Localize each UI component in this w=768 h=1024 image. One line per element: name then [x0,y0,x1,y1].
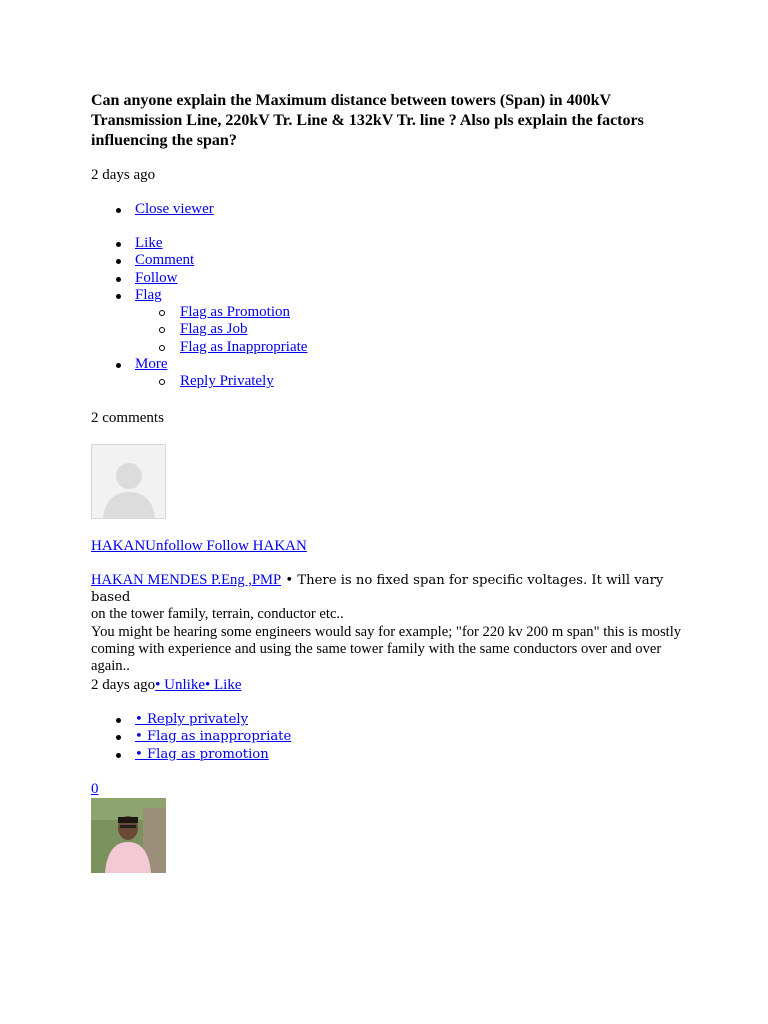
comments-count: 2 comments [91,410,164,426]
flag-submenu-item [135,321,691,338]
comment-link[interactable]: Comment [135,252,195,269]
flag-submenu [135,304,691,356]
like-count-link[interactable]: 0 [91,781,99,797]
like-count-line [91,780,99,798]
comment-menu [91,711,691,763]
like-link[interactable]: Like [135,235,163,251]
follow-link[interactable]: Follow [135,269,178,286]
comment-body [91,572,691,675]
flag-inappropriate-link[interactable]: Flag as Inappropriate [180,338,308,355]
comment-meta [91,676,241,694]
avatar[interactable] [91,798,166,873]
user-photo-icon [91,798,166,873]
flag-job-link[interactable]: Flag as Job [180,321,248,338]
flag-inappropriate-comment-link[interactable]: • Flag as inappropriate [135,729,292,745]
more-link[interactable]: More [135,356,168,373]
action-item-flag [91,287,691,356]
comment-timestamp: 2 days ago [91,677,156,693]
more-submenu-item [135,373,691,390]
more-submenu [135,373,691,390]
comment-author-link[interactable]: HAKAN MENDES P.Eng ,PMP [91,572,282,588]
action-item-like [91,235,691,252]
question-title: Can anyone explain the Maximum distance between towers (Span) in 400kV Transmission Line, 220kV Tr. Line & 132kV Tr. line ? Also pls explain the factors influencing the span? [91,92,644,149]
author-follow-line [91,537,307,555]
comment-text: on the tower family, terrain, conductor etc.. [91,606,344,623]
flag-link[interactable]: Flag [135,286,162,303]
question-timestamp: 2 days ago [91,167,156,183]
flag-submenu-item [135,304,691,321]
flag-submenu-item [135,339,691,356]
reply-privately-link[interactable]: Reply Privately [180,373,274,390]
comment-menu-item [91,746,691,763]
follow-author-link[interactable]: HAKANUnfollow Follow HAKAN [91,538,307,554]
flag-promotion-link[interactable]: Flag as Promotion [180,304,291,321]
close-viewer-link[interactable]: Close viewer [135,201,214,217]
action-item-follow [91,270,691,287]
reply-privately-comment-link[interactable]: • Reply privately [135,712,249,727]
unlike-like-link[interactable]: • Unlike• Like [155,677,242,693]
viewer-control-item [91,201,691,218]
comment-menu-item [91,711,691,728]
action-item-more [91,356,691,391]
default-avatar-icon [92,445,165,518]
comment-text: • There is no fixed span for specific voltages. It will vary based [91,573,664,606]
comment-text: You might be hearing some engineers would say for example; "for 220 kv 200 m span" this is mostly coming with experience and using the same tower family with the same conductors over and over again.. [91,623,682,675]
action-menu [91,235,691,391]
avatar[interactable] [91,444,166,519]
flag-promotion-comment-link[interactable]: • Flag as promotion [135,746,269,762]
viewer-controls [91,201,691,218]
comment-menu-item [91,728,691,745]
action-item-comment [91,252,691,269]
